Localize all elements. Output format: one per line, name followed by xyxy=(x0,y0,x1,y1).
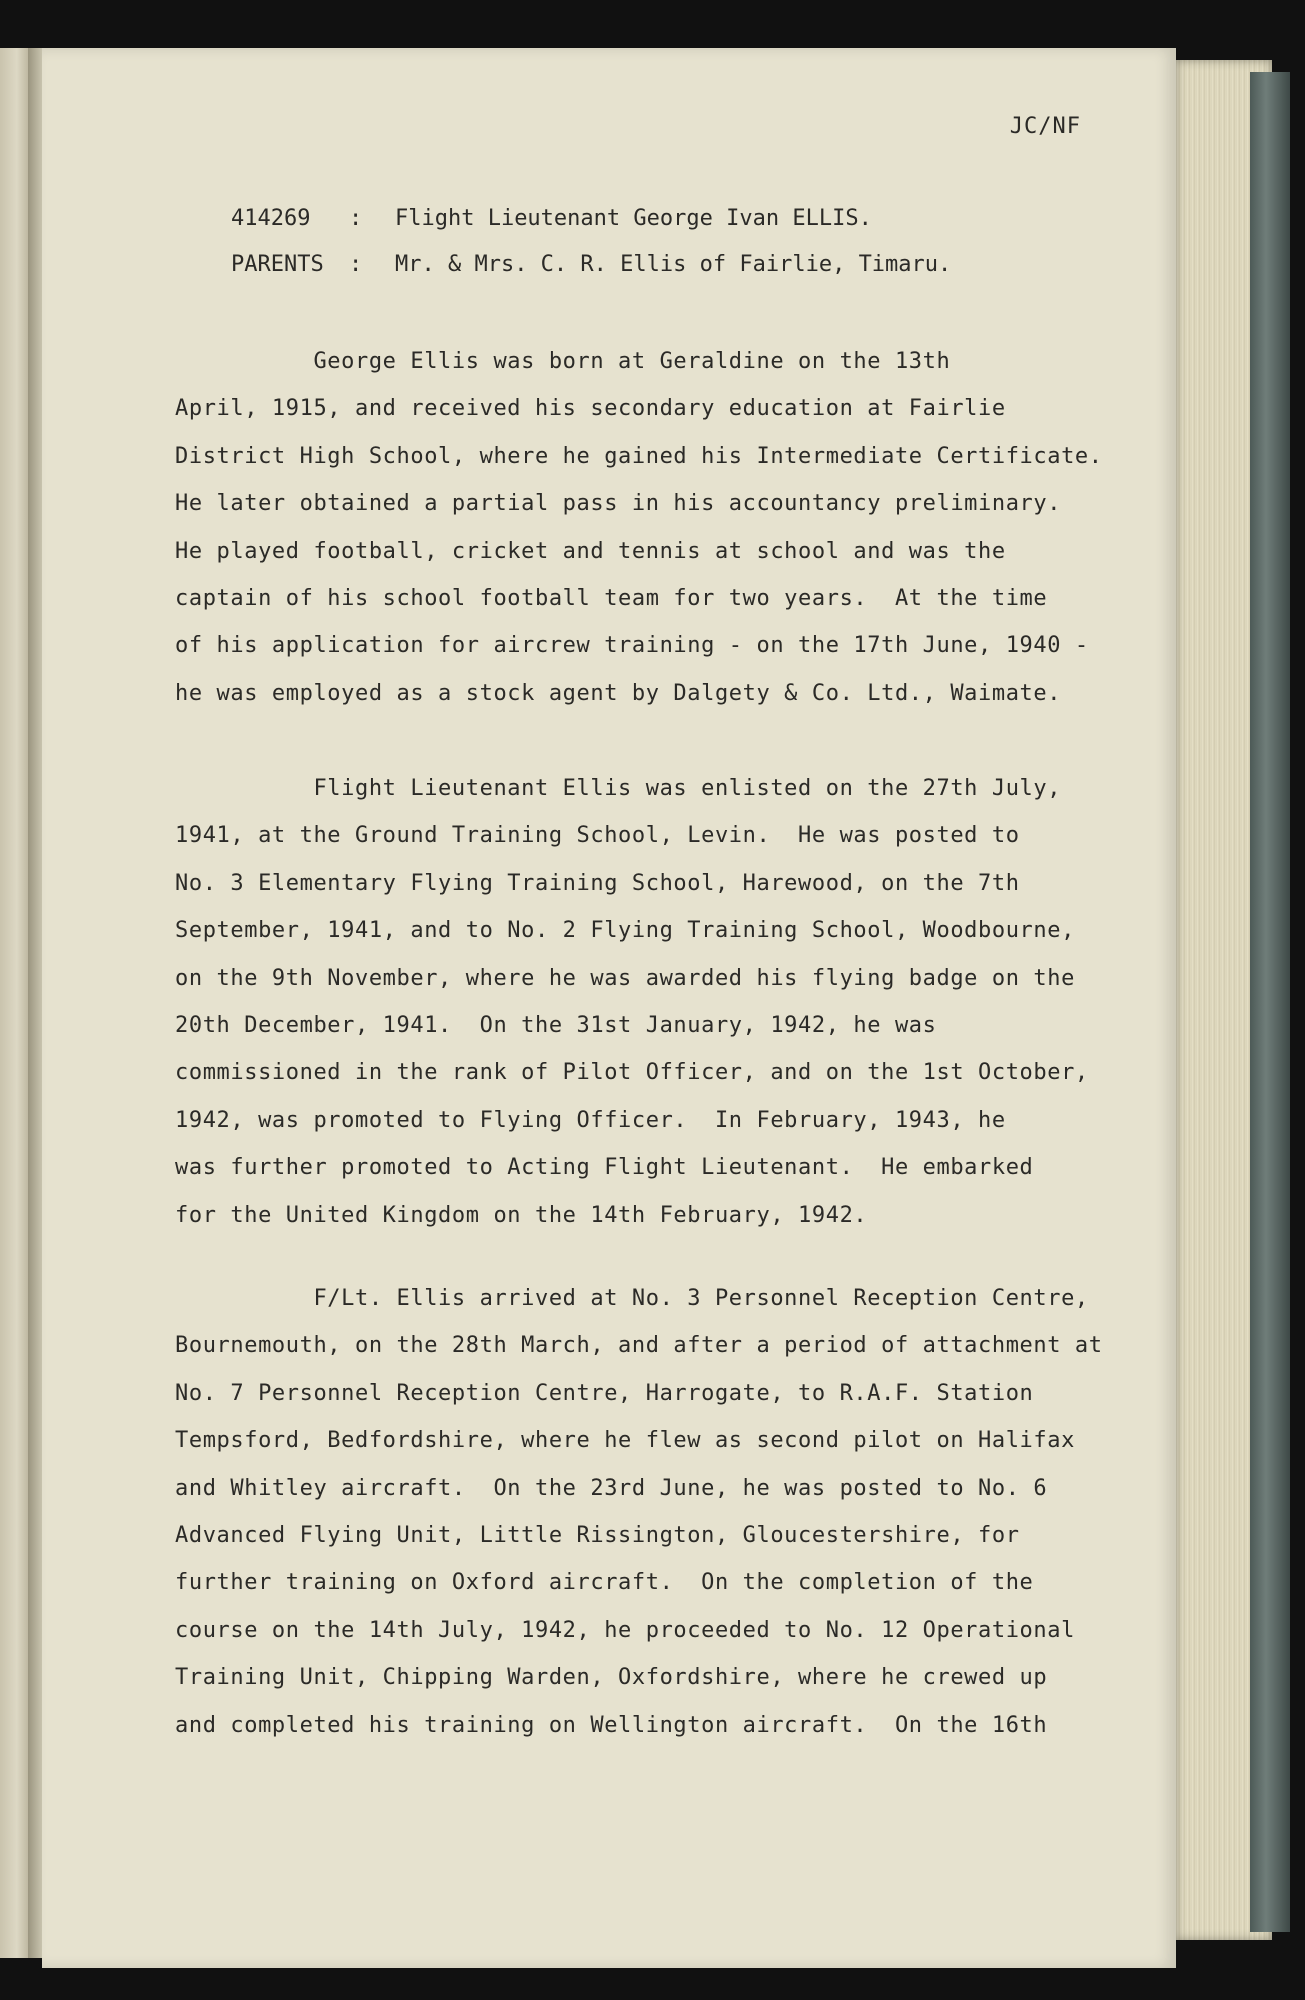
document-text xyxy=(42,48,1176,1968)
text-line: 20th December, 1941. On the 31st January, 1942, he was xyxy=(175,1013,937,1039)
reference-code: JC/NF xyxy=(1009,114,1081,139)
text-line: Bournemouth, on the 28th March, and after a period of attachment at xyxy=(175,1333,1103,1359)
name-line: Flight Lieutenant George Ivan ELLIS. xyxy=(394,206,872,231)
text-line: further training on Oxford aircraft. On the completion of the xyxy=(175,1570,1034,1596)
text-line: and Whitley aircraft. On the 23rd June, he was posted to No. 6 xyxy=(175,1475,1048,1501)
text-line: Flight Lieutenant Ellis was enlisted on the 27th July, xyxy=(175,776,1062,801)
text-line: He later obtained a partial pass in his accountancy preliminary. xyxy=(175,491,1062,517)
paragraph-uk-service xyxy=(175,1275,1175,1749)
book-cover-edge xyxy=(1250,72,1290,1932)
text-line: was further promoted to Acting Flight Lieutenant. He embarked xyxy=(175,1155,1034,1181)
book-gutter xyxy=(28,48,42,1958)
text-line: on the 9th November, where he was awarded his flying badge on the xyxy=(175,965,1075,991)
text-line: commissioned in the rank of Pilot Officer, and on the 1st October, xyxy=(175,1060,1089,1086)
text-line: Advanced Flying Unit, Little Rissington, Gloucestershire, for xyxy=(175,1523,1020,1549)
text-line: captain of his school football team for two years. At the time xyxy=(175,586,1048,612)
text-line: No. 3 Elementary Flying Training School, Harewood, on the 7th xyxy=(175,870,1020,896)
text-line: 1942, was promoted to Flying Officer. In February, 1943, he xyxy=(175,1107,1006,1133)
separator: : xyxy=(348,252,363,277)
separator: : xyxy=(348,206,363,231)
text-line: He played football, cricket and tennis at school and was the xyxy=(175,538,1006,564)
text-line: for the United Kingdom on the 14th February, 1942. xyxy=(175,1202,868,1228)
paragraph-early-life xyxy=(175,338,1175,717)
text-line: he was employed as a stock agent by Dalgety & Co. Ltd., Waimate. xyxy=(175,680,1062,706)
text-line: April, 1915, and received his secondary education at Fairlie xyxy=(175,396,1006,422)
text-line: Tempsford, Bedfordshire, where he flew as second pilot on Halifax xyxy=(175,1428,1075,1454)
paragraph-training xyxy=(175,765,1175,1239)
text-line: Training Unit, Chipping Warden, Oxfordshire, where he crewed up xyxy=(175,1665,1048,1691)
text-line: F/Lt. Ellis arrived at No. 3 Personnel Reception Centre, xyxy=(175,1286,1089,1311)
text-line: No. 7 Personnel Reception Centre, Harrogate, to R.A.F. Station xyxy=(175,1380,1034,1406)
text-line: and completed his training on Wellington aircraft. On the 16th xyxy=(175,1712,1048,1738)
text-line: of his application for aircrew training - on the 17th June, 1940 - xyxy=(175,633,1089,659)
parents-label: PARENTS xyxy=(230,252,324,277)
previous-page-edge xyxy=(0,48,28,1958)
service-number: 414269 xyxy=(230,206,311,231)
parents-row xyxy=(178,227,951,302)
text-line: George Ellis was born at Geraldine on the 13th xyxy=(175,349,951,374)
text-line: District High School, where he gained his Intermediate Certificate. xyxy=(175,443,1103,469)
parents-line: Mr. & Mrs. C. R. Ellis of Fairlie, Timaru. xyxy=(394,252,952,277)
text-line: course on the 14th July, 1942, he proceeded to No. 12 Operational xyxy=(175,1617,1075,1643)
text-line: 1941, at the Ground Training School, Levin. He was posted to xyxy=(175,823,1020,849)
text-line: September, 1941, and to No. 2 Flying Training School, Woodbourne, xyxy=(175,918,1075,944)
